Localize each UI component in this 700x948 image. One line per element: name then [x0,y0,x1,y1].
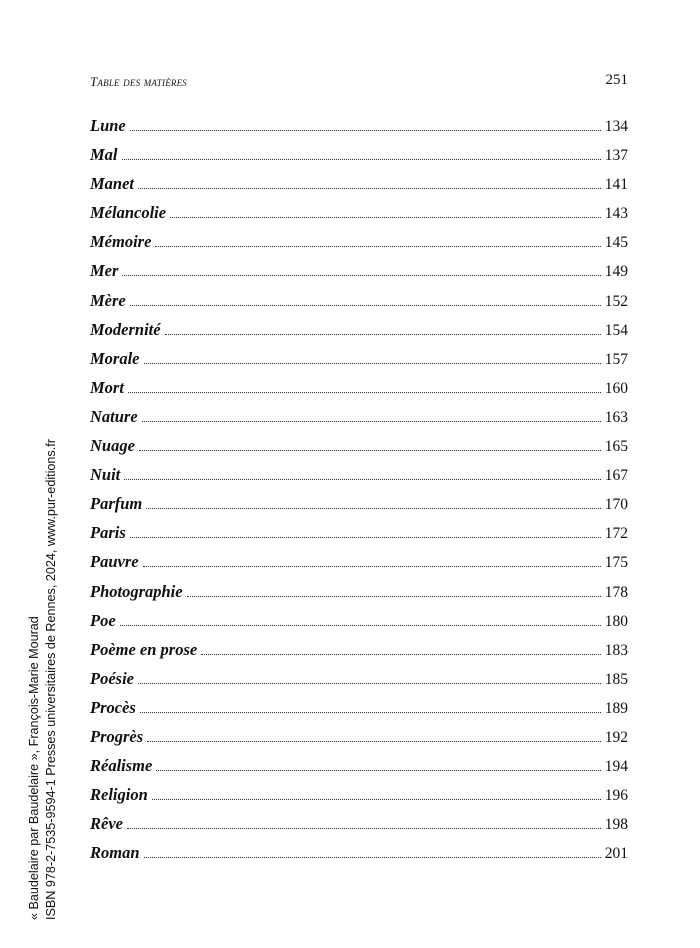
dot-leader [122,274,600,276]
dot-leader [130,536,601,538]
dot-leader [201,653,601,655]
toc-entry [90,494,628,523]
toc-entry [90,523,628,552]
toc-entry-term: Mémoire [90,232,152,252]
toc-entry [90,698,628,727]
toc-entry-term: Roman [90,843,140,863]
toc-entry [90,378,628,407]
toc-entry [90,232,628,261]
toc-entry-term: Nuit [90,465,121,485]
running-title: Table des matières [90,74,187,89]
dot-leader [140,711,601,713]
toc-entry [90,814,628,843]
dot-leader [120,624,601,626]
toc-entry-term: Paris [90,523,126,543]
side-note-line-2: ISBN 978-2-7535-9594-1 Presses universitaires de Rennes, 2024, www.pur-editions.fr [44,439,58,920]
toc-entry-term: Mélancolie [90,203,167,223]
toc-entry [90,582,628,611]
toc-entry-term: Manet [90,174,135,194]
toc-entry [90,291,628,320]
dot-leader [142,420,601,422]
dot-leader [187,595,601,597]
toc-entry-term: Mal [90,145,118,165]
toc-entry-term: Poème en prose [90,639,198,659]
toc-entry-page: 167 [604,467,628,485]
dot-leader [165,333,601,335]
toc-entry [90,320,628,349]
toc-entry-term: Nature [90,406,138,426]
running-header [90,72,628,92]
toc-entry-page: 196 [604,787,628,805]
toc-entry-page: 178 [604,583,628,601]
toc-entry-page: 157 [604,350,628,368]
table-of-contents [90,116,628,872]
toc-entry-page: 198 [604,816,628,834]
toc-entry-page: 134 [604,118,628,135]
toc-entry-term: Religion [90,785,148,805]
dot-leader [156,769,600,771]
toc-entry-term: Modernité [90,319,161,339]
dot-leader [127,827,601,829]
toc-entry [90,756,628,785]
dot-leader [143,565,601,567]
dot-leader [170,216,601,218]
toc-entry-page: 185 [604,670,628,688]
toc-entry-page: 160 [604,379,628,397]
dot-leader [144,856,601,858]
toc-entry [90,669,628,698]
dot-leader [144,362,601,364]
dot-leader [130,304,601,306]
toc-entry-term: Procès [90,697,136,717]
toc-entry-page: 143 [604,205,628,223]
toc-entry-term: Réalisme [90,756,153,776]
toc-entry-term: Parfum [90,494,143,514]
toc-entry-term: Mort [90,377,124,397]
toc-entry [90,349,628,378]
toc-entry-page: 154 [604,321,628,339]
dot-leader [152,798,601,800]
toc-entry-page: 149 [604,263,628,281]
dot-leader [138,682,601,684]
toc-entry-page: 175 [604,554,628,572]
copyright-side-note [26,420,60,920]
toc-entry [90,727,628,756]
toc-entry-page: 180 [604,612,628,630]
toc-entry-page: 189 [604,699,628,717]
toc-entry [90,465,628,494]
dot-leader [147,740,601,742]
toc-entry-page: 141 [604,176,628,194]
toc-entry-page: 194 [604,758,628,776]
toc-entry-term: Nuage [90,436,135,456]
toc-entry [90,611,628,640]
toc-entry-page: 201 [604,845,628,863]
toc-entry-term: Morale [90,348,140,368]
dot-leader [155,245,600,247]
toc-entry-page: 170 [604,496,628,514]
dot-leader [122,158,601,160]
page-number: 251 [605,72,628,88]
toc-entry-page: 137 [604,147,628,165]
toc-entry-page: 152 [604,292,628,310]
toc-entry-page: 165 [604,438,628,456]
toc-entry [90,407,628,436]
toc-entry [90,145,628,174]
toc-entry-term: Lune [90,116,126,135]
toc-entry-term: Poe [90,610,116,630]
toc-entry [90,436,628,465]
toc-entry [90,261,628,290]
dot-leader [146,507,600,509]
toc-entry-page: 172 [604,525,628,543]
dot-leader [130,129,601,131]
toc-entry-term: Rêve [90,814,123,834]
toc-entry-page: 192 [604,728,628,746]
toc-entry-term: Poésie [90,668,134,688]
toc-entry-page: 183 [604,641,628,659]
toc-entry-term: Mer [90,261,119,281]
dot-leader [139,449,601,451]
toc-entry-term: Mère [90,290,126,310]
dot-leader [124,478,600,480]
toc-entry-term: Progrès [90,726,144,746]
toc-entry-page: 163 [604,408,628,426]
side-note-line-1: « Baudelaire par Baudelaire », François-Marie Mourad [27,616,41,920]
toc-entry [90,203,628,232]
toc-entry-term: Photographie [90,581,183,601]
toc-entry-page: 145 [604,234,628,252]
dot-leader [128,391,601,393]
toc-entry [90,843,628,872]
toc-entry [90,116,628,145]
dot-leader [138,187,601,189]
toc-entry-term: Pauvre [90,552,139,572]
toc-entry [90,552,628,581]
toc-entry [90,640,628,669]
toc-entry [90,785,628,814]
toc-entry [90,174,628,203]
